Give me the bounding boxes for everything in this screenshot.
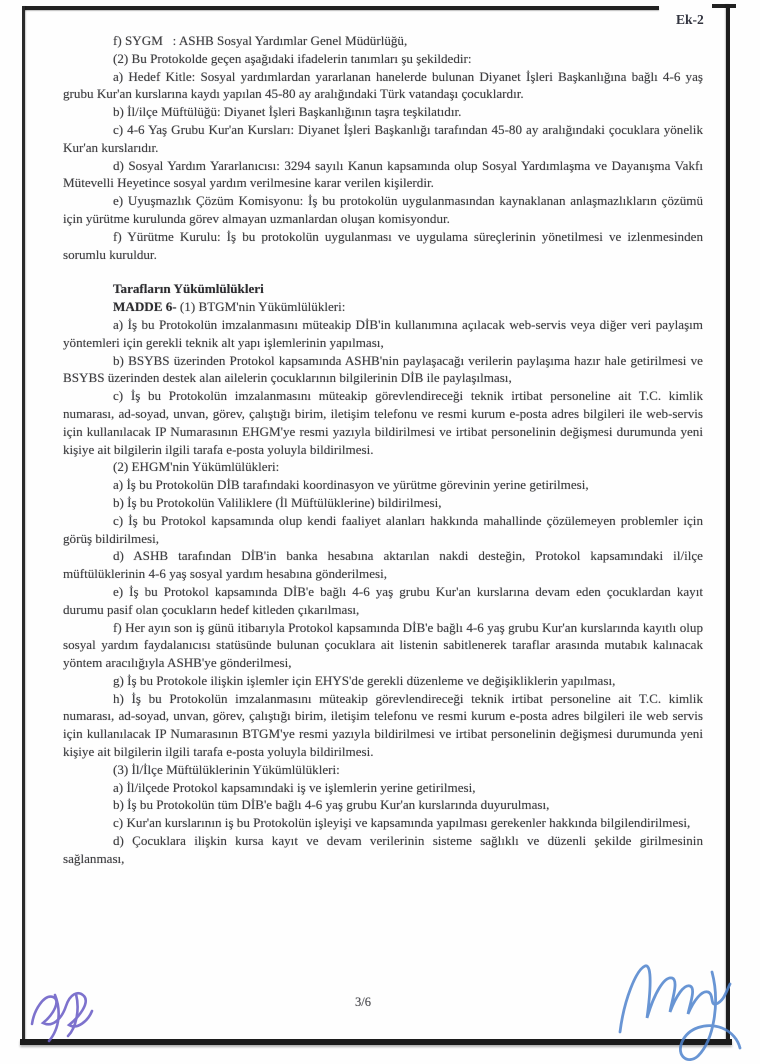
paragraph: f) Her ayın son iş günü itibarıyla Protokol kapsamında DİB'e bağlı 4-6 yaş grubu Kur'an kurslarında kayıtlı olup sosyal yardım faydalanıcısı statüsünde bulunan çocuklara ait listenin sabitlenerek taraflar arasında mutabık kalınacak yöntem aracılığıyla ASHB'ye gönderilmesi,	[63, 619, 703, 671]
paragraph: e) Uyuşmazlık Çözüm Komisyonu: İş bu protokolün uygulanmasından kaynaklanan anlaşmazlıkların çözümü için yürütme kurulunda görev almayan uzmanlardan oluşan komisyondur.	[63, 193, 703, 226]
paragraph: d) ASHB tarafından DİB'in banka hesabına aktarılan nakdi desteğin, Protokol kapsamındaki il/ilçe müftülüklerinin 4-6 yaş sosyal yardım hesabına gönderilmesi,	[63, 548, 703, 582]
paragraph: d) Sosyal Yardım Yararlanıcısı: 3294 sayılı Kanun kapsamında olup Sosyal Yardımlaşma ve Dayanışma Vakfı Mütevelli Heyetince sosyal yardım verilmesine karar verilen kişilerdir.	[63, 157, 703, 191]
paragraph: a) İş bu Protokolün DİB tarafındaki koordinasyon ve yürütme görevinin yerine getirilmesi,	[113, 477, 589, 493]
paragraph: c) İş bu Protokol kapsamında olup kendi faaliyet alanları hakkında mahallinde çözülemeyen problemler için görüş bildirilmesi,	[63, 512, 703, 546]
paragraph: MADDE 6- (1) BTGM'nin Yükümlülükleri:	[113, 299, 346, 315]
paragraph: b) BSYBS üzerinden Protokol kapsamında ASHB'nin paylaşacağı verilerin paylaşıma hazır hale getirilmesi ve BSYBS üzerinden destek alan ailelerin çocuklarının bilgilerinin DİB ile paylaşılması,	[63, 352, 703, 386]
paragraph: c) 4-6 Yaş Grubu Kur'an Kursları: Diyanet İşleri Başkanlığı tarafından 45-80 ay aralığındaki çocuklara yönelik Kur'an kurslarıdır.	[63, 121, 703, 155]
page-border-left	[22, 6, 25, 1044]
paragraph: g) İş bu Protokole ilişkin işlemler için EHYS'de gerekli düzenleme ve değişikliklerin yapılması,	[113, 672, 616, 688]
paragraph: c) Kur'an kurslarının iş bu Protokolün işleyişi ve kapsamında yapılması gerekenler hakkında bilgilendirilmesi,	[113, 815, 691, 831]
paragraph: b) İl/ilçe Müftülüğü: Diyanet İşleri Başkanlığının taşra teşkilatıdır.	[113, 104, 462, 120]
annex-label: Ek-2	[676, 12, 704, 27]
paragraph: b) İş bu Protokolün Valiliklere (İl Müftülüklerine) bildirilmesi,	[113, 494, 442, 510]
paragraph: f) Yürütme Kurulu: İş bu protokolün uygulanması ve uygulama süreçlerinin yönetilmesi ve izlenmesinden sorumlu kuruldur.	[63, 228, 703, 262]
paragraph: (2) Bu Protokolde geçen aşağıdaki ifadelerin tanımları şu şekildedir:	[113, 50, 472, 66]
paragraph: c) İş bu Protokolün imzalanmasını müteakip görevlendireceği teknik irtibat personeline ait T.C. kimlik numarası, ad-soyad, unvan, görev, çalıştığı birim, iletişim telefonu ve resmi kurum e-posta adres bilgileri ile web-servis için kullanılacak IP Numarasının EHGM'ye resmi yazıyla bildirilmesi ve irtibat personelinin değişmesi durumunda yeni kişiye ait bilgilerin ilgili tarafa e-posta yoluyla bildirilmesi.	[63, 388, 703, 457]
document-paragraphs	[63, 32, 703, 868]
paragraph: d) Çocuklara ilişkin kursa kayıt ve devam verilerinin sisteme sağlıklı ve düzenli şekilde girilmesinin sağlanması,	[63, 833, 703, 866]
paragraph: b) İş bu Protokolün tüm DİB'e bağlı 4-6 yaş grubu Kur'an kurslarında duyurulması,	[113, 797, 550, 813]
paragraph: f) SYGM : ASHB Sosyal Yardımlar Genel Müdürlüğü,	[113, 33, 408, 48]
page-border-bottom	[20, 1039, 732, 1045]
page-border-top	[23, 6, 659, 10]
paragraph: (3) İl/İlçe Müftülüklerinin Yükümlülükleri:	[113, 761, 340, 777]
paragraph: a) İş bu Protokolün imzalanmasını müteakip DİB'in kullanımına açılacak web-servis veya diğer veri paylaşım yöntemleri için gerekli teknik alt yapı işlemlerinin yapılması,	[63, 316, 703, 350]
paragraph: (2) EHGM'nin Yükümlülükleri:	[113, 459, 280, 475]
page-border-top-right-corner	[712, 4, 736, 8]
paragraph: a) Hedef Kitle: Sosyal yardımlardan yararlanan hanelerde bulunan Diyanet İşleri Başkanlığına bağlı 4-6 yaş grubu Kur'an kurslarına kaydı yapılan 45-80 ay aralığındaki Türk vatandaşı çocuklardır.	[63, 68, 703, 102]
page-border-right	[726, 4, 730, 1044]
section-heading: Tarafların Yükümlülükleri	[113, 281, 264, 297]
paragraph: a) İl/ilçede Protokol kapsamındaki iş ve işlemlerin yerine getirilmesi,	[113, 779, 476, 795]
page-number: 3/6	[355, 995, 371, 1009]
paragraph: h) İş bu Protokolün imzalanmasını müteakip görevlendireceği teknik irtibat personeline ait T.C. kimlik numarası, ad-soyad, unvan, görev, çalıştığı birim, iletişim telefonu ve resmi kurum e-posta adres bilgileri ile web servis için kullanılacak IP Numarasının BTGM'ye resmi yazıyla bildirilmesi ve irtibat personelinin değişmesi durumunda yeni kişiye ait bilgilerin ilgili tarafa e-posta yoluyla bildirilmesi.	[63, 690, 703, 760]
paragraph: e) İş bu Protokol kapsamında DİB'e bağlı 4-6 yaş grubu Kur'an kurslarına devam eden çocuklardan kayıt durumu pasif olan çocukların hedef kitleden çıkarılması,	[63, 583, 703, 617]
